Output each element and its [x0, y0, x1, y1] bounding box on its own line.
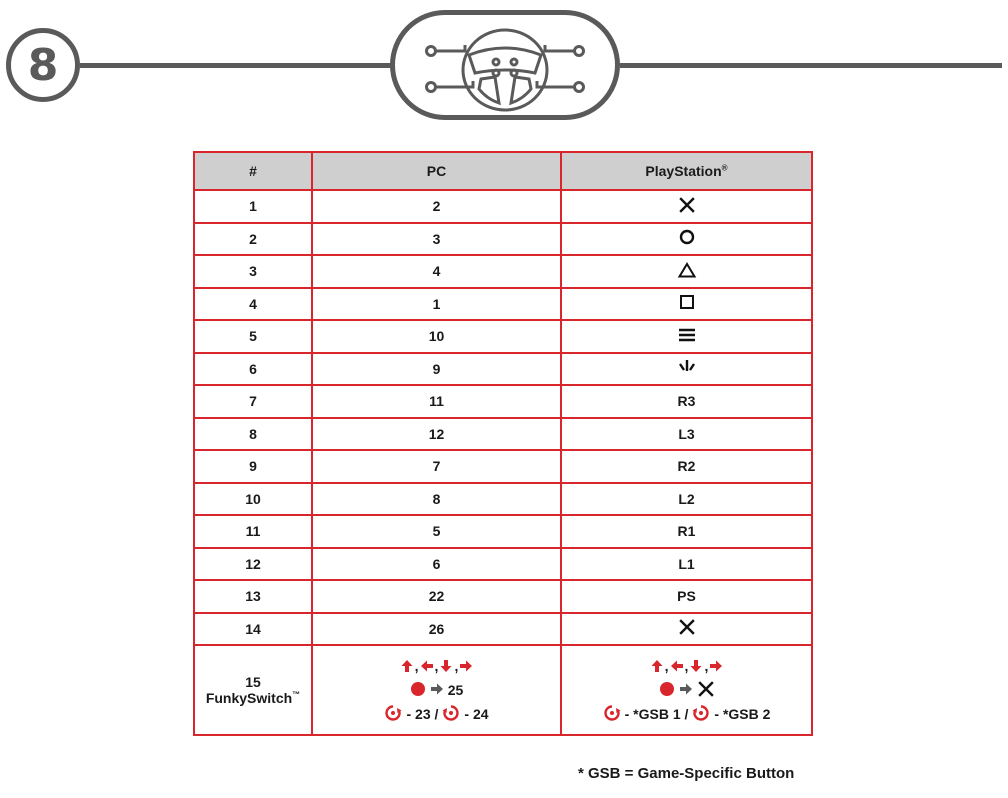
funky-pc-ccw: - 23 /	[406, 706, 439, 722]
comma-separator: ,	[434, 658, 439, 674]
row-num: 4	[194, 288, 312, 321]
table-row	[194, 418, 812, 451]
funky-rotate-pc	[313, 702, 560, 726]
arrow-right-icon	[709, 659, 723, 673]
trademark-mark: ™	[292, 690, 301, 699]
row-num: 1	[194, 190, 312, 223]
rotate-ccw-icon	[384, 704, 402, 725]
funky-name: FunkySwitch	[205, 690, 293, 706]
table-row	[194, 353, 812, 386]
button-mapping-table	[193, 151, 813, 736]
row-pc-button: 3	[312, 223, 561, 256]
arrow-left-icon	[670, 659, 684, 673]
options-icon	[677, 326, 697, 347]
table-row-funkyswitch	[194, 645, 812, 735]
row-pc-button: 10	[312, 320, 561, 353]
funky-press-pc	[313, 678, 560, 702]
row-num: 13	[194, 580, 312, 613]
row-num: 10	[194, 483, 312, 516]
funky-press-ps	[562, 678, 811, 702]
row-num: 6	[194, 353, 312, 386]
row-ps-button: L1	[561, 548, 812, 581]
table-header-row	[194, 152, 812, 190]
row-num: 3	[194, 255, 312, 288]
circle-icon	[678, 228, 696, 249]
press-icon	[659, 681, 675, 700]
row-pc-button: 5	[312, 515, 561, 548]
table-row	[194, 255, 812, 288]
page-header	[0, 0, 1008, 130]
rotate-cw-icon	[692, 704, 710, 725]
cross-icon	[678, 618, 696, 639]
arrow-right-gray-icon	[679, 682, 693, 699]
row-ps-button	[561, 255, 812, 288]
comma-separator: ,	[704, 658, 709, 674]
direction-arrows-pc	[313, 654, 560, 678]
row-pc-button: 6	[312, 548, 561, 581]
rotate-cw-icon	[442, 704, 460, 725]
table-row	[194, 288, 812, 321]
row-pc-button: 2	[312, 190, 561, 223]
row-pc-button: 7	[312, 450, 561, 483]
table-row	[194, 320, 812, 353]
row-num: 5	[194, 320, 312, 353]
comma-separator: ,	[664, 658, 669, 674]
funky-name-line	[195, 690, 311, 706]
row-pc-button: 11	[312, 385, 561, 418]
row-num: 9	[194, 450, 312, 483]
row-ps-button	[561, 320, 812, 353]
share-icon	[676, 358, 698, 379]
arrow-right-gray-icon	[430, 682, 444, 699]
row-pc-button: 12	[312, 418, 561, 451]
row-ps-button: R1	[561, 515, 812, 548]
table-row	[194, 515, 812, 548]
comma-separator: ,	[684, 658, 689, 674]
wheel-diagram	[390, 10, 620, 120]
row-ps-button: R2	[561, 450, 812, 483]
arrow-down-icon	[689, 659, 703, 673]
arrow-right-icon	[459, 659, 473, 673]
arrow-left-icon	[420, 659, 434, 673]
row-pc-button: 22	[312, 580, 561, 613]
table-row	[194, 580, 812, 613]
header-rule-right	[620, 63, 1002, 68]
direction-arrows-ps	[562, 654, 811, 678]
arrow-up-icon	[650, 659, 664, 673]
table-row	[194, 613, 812, 646]
row-ps-button	[561, 223, 812, 256]
funky-num-cell	[194, 645, 312, 735]
row-pc-button: 9	[312, 353, 561, 386]
row-pc-button: 8	[312, 483, 561, 516]
row-ps-button	[561, 613, 812, 646]
square-icon	[678, 293, 696, 314]
row-ps-button: L2	[561, 483, 812, 516]
row-pc-button: 4	[312, 255, 561, 288]
page-number: 8	[6, 28, 80, 102]
funky-num: 15	[245, 674, 261, 690]
header-ps	[561, 152, 812, 190]
row-ps-button	[561, 288, 812, 321]
row-pc-button: 1	[312, 288, 561, 321]
table-row	[194, 548, 812, 581]
rotate-ccw-icon	[603, 704, 621, 725]
header-ps-label: PlayStation	[645, 163, 722, 179]
funky-ps-cell	[561, 645, 812, 735]
row-num: 12	[194, 548, 312, 581]
row-pc-button: 26	[312, 613, 561, 646]
arrow-down-icon	[439, 659, 453, 673]
footnote-gsb: * GSB = Game-Specific Button	[578, 765, 795, 782]
registered-mark: ®	[721, 163, 728, 173]
row-num: 2	[194, 223, 312, 256]
table-row	[194, 483, 812, 516]
header-rule-left	[80, 63, 392, 68]
table-row	[194, 223, 812, 256]
table-row	[194, 190, 812, 223]
arrow-up-icon	[400, 659, 414, 673]
row-ps-button	[561, 190, 812, 223]
header-pc: PC	[312, 152, 561, 190]
funky-pc-cw: - 24	[464, 706, 489, 722]
funky-ps-cw: - *GSB 2	[714, 706, 771, 722]
funky-ps-ccw: - *GSB 1 /	[624, 706, 689, 722]
row-ps-button: PS	[561, 580, 812, 613]
row-ps-button: R3	[561, 385, 812, 418]
cross-icon	[678, 196, 696, 217]
table-row	[194, 385, 812, 418]
header-num: #	[194, 152, 312, 190]
row-num: 14	[194, 613, 312, 646]
triangle-icon	[677, 261, 697, 282]
steering-wheel-icon	[395, 15, 615, 115]
funky-pc-cell	[312, 645, 561, 735]
row-num: 8	[194, 418, 312, 451]
comma-separator: ,	[454, 658, 459, 674]
row-num: 11	[194, 515, 312, 548]
funky-rotate-ps	[562, 702, 811, 726]
row-num: 7	[194, 385, 312, 418]
cross-icon	[697, 680, 715, 701]
funky-pc-press: 25	[447, 682, 464, 698]
comma-separator: ,	[414, 658, 419, 674]
table-row	[194, 450, 812, 483]
row-ps-button: L3	[561, 418, 812, 451]
row-ps-button	[561, 353, 812, 386]
press-icon	[410, 681, 426, 700]
